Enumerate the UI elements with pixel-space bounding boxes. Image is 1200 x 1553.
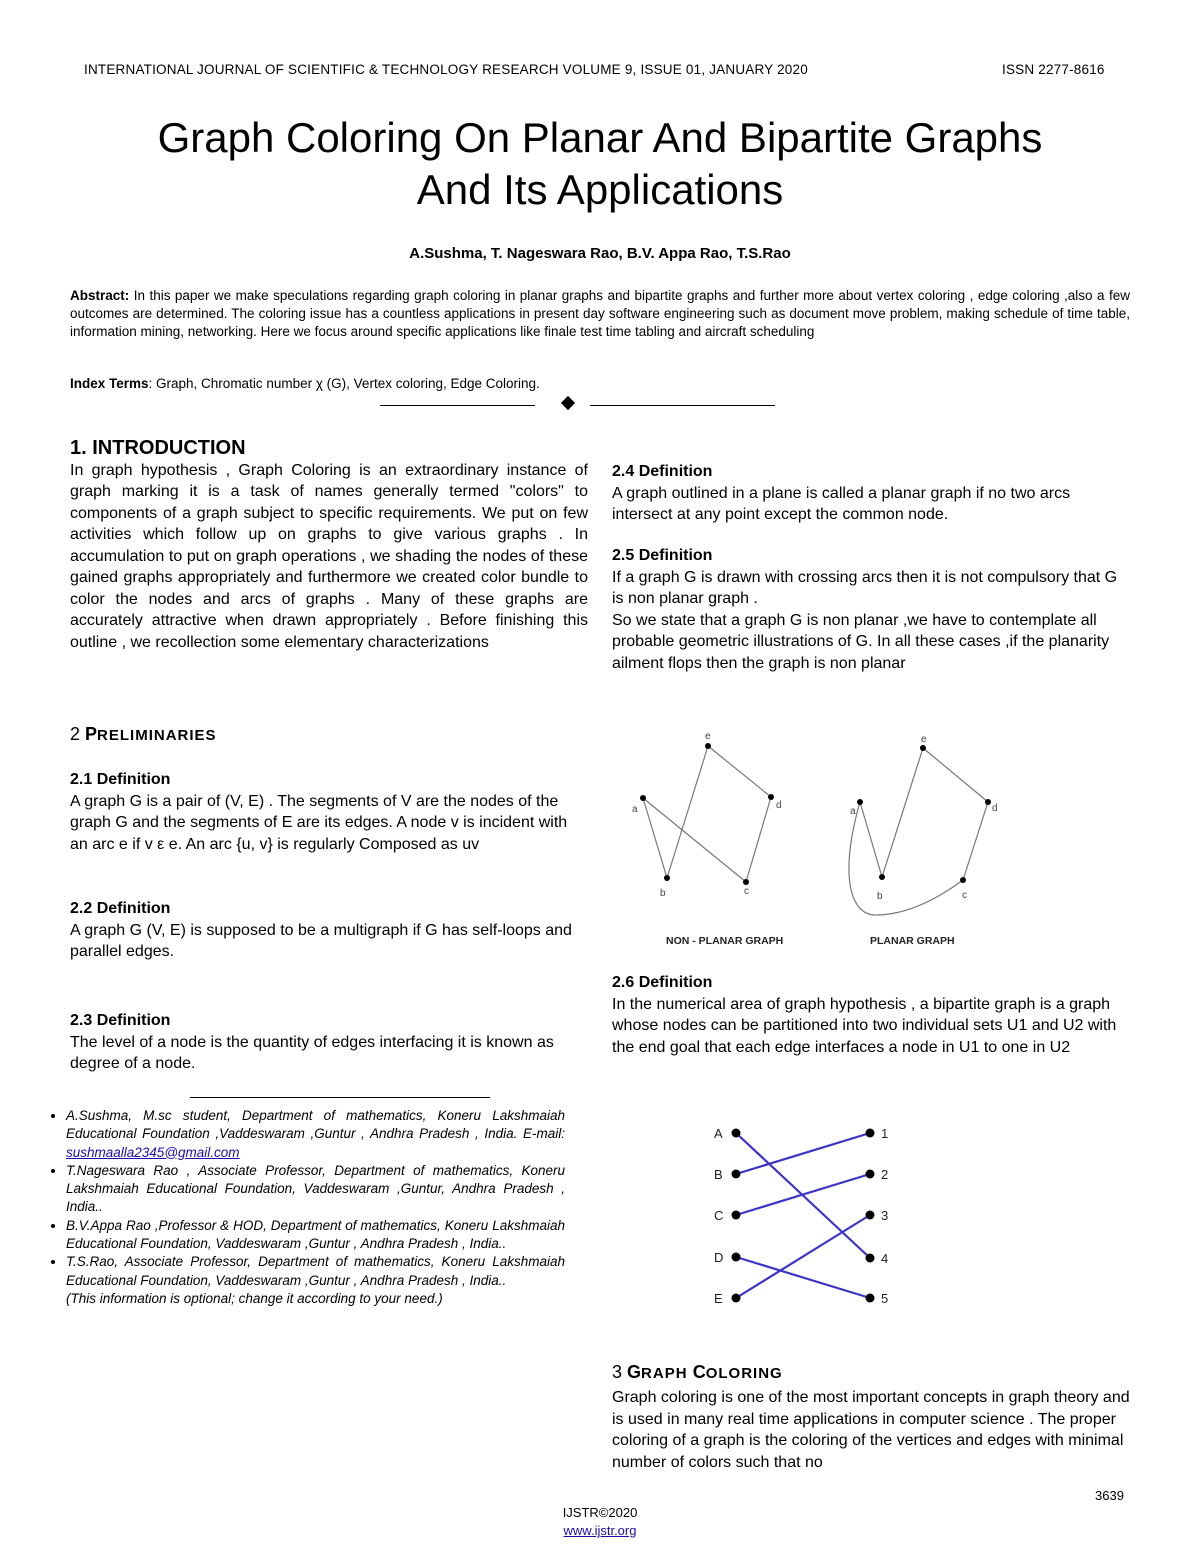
vertex-label-A: A xyxy=(714,1126,723,1141)
vertex-e xyxy=(705,743,711,749)
edge-a-c-curved xyxy=(849,802,963,915)
definition-2-5 xyxy=(612,545,1130,674)
preliminaries-heading: 2 PRELIMINARIES xyxy=(70,724,217,744)
vertex-B xyxy=(732,1170,741,1179)
footnote-item: • A.Sushma, M.sc student, Department of mathematics, Koneru Lakshmaiah Educational Foundation ,Vaddeswaram ,Guntur , Andhra Pradesh , India. E-mail: sushmaalla2345@gmail.com xyxy=(66,1107,565,1162)
vertex-3 xyxy=(866,1211,875,1220)
bipartite-graph-figure xyxy=(700,1118,910,1318)
definition-2-6 xyxy=(612,972,1130,1058)
def24-heading: 2.4 Definition xyxy=(612,463,713,480)
vertex-D xyxy=(732,1253,741,1262)
vertex-label-1: 1 xyxy=(881,1126,889,1141)
vertex-label-c: c xyxy=(962,890,967,901)
vertex-d xyxy=(768,794,774,800)
footnote-item: • T.S.Rao, Associate Professor, Department of mathematics, Koneru Lakshmaiah Educational Foundation, Vaddeswaram ,Guntur , Andhra Pradesh , India.. xyxy=(66,1253,565,1290)
diamond-icon xyxy=(561,396,575,410)
definition-2-1 xyxy=(70,769,588,855)
edge-d-c xyxy=(746,797,771,882)
edge-B-1 xyxy=(736,1133,870,1174)
vertex-b xyxy=(664,875,670,881)
footer-copyright: IJSTR©2020 xyxy=(562,1505,638,1520)
author-email-link[interactable]: sushmaalla2345@gmail.com xyxy=(66,1144,240,1160)
def26-heading: 2.6 Definition xyxy=(612,974,713,991)
def26-text: In the numerical area of graph hypothesis , a bipartite graph is a graph whose nodes can be partitioned into two individual sets U1 and U2 with the end goal that each edge interfaces a node in U1 to one in U2 xyxy=(612,995,1117,1056)
vertex-label-e: e xyxy=(921,734,927,745)
vertex-label-2: 2 xyxy=(881,1167,889,1182)
footnote-note: (This information is optional; change it according to your need.) xyxy=(66,1290,443,1306)
vertex-1 xyxy=(866,1129,875,1138)
vertex-5 xyxy=(866,1294,875,1303)
vertex-C xyxy=(732,1211,741,1220)
title-line-2: And Its Applications xyxy=(416,166,784,213)
vertex-A xyxy=(732,1129,741,1138)
vertex-label-a: a xyxy=(632,804,638,815)
edge-E-3 xyxy=(736,1215,870,1298)
edge-b-e xyxy=(667,746,708,878)
vertex-4 xyxy=(866,1254,875,1263)
abstract-text: In this paper we make speculations regarding graph coloring in planar graphs and bipartite graphs and further more about vertex coloring , edge coloring ,also a few outcomes are determined. The coloring issue has a countless applications in present day software engineering such as document move problem, making schedule of time table, information mining, networking. Here we focus around specific applications like finale test time tabling and aircraft scheduling xyxy=(70,288,1130,339)
index-terms-label: Index Terms xyxy=(70,376,149,391)
caption-non-planar: NON - PLANAR GRAPH xyxy=(666,935,784,947)
def23-heading: 2.3 Definition xyxy=(70,1012,171,1029)
graph-coloring-text: Graph coloring is one of the most important concepts in graph theory and is used in many real time applications in computer science . The proper coloring of a graph is the coloring of the vertices and edges with minimal number of colors such that no xyxy=(612,1389,1130,1471)
footer-url-container xyxy=(0,1523,1200,1538)
def21-text: A graph G is a pair of (V, E) . The segments of V are the nodes of the graph G and the segments of E are its edges. A node v is incident with an arc e if v ε e. An arc {u, v} is regularly Composed as uv xyxy=(70,792,568,853)
def22-heading: 2.2 Definition xyxy=(70,900,171,917)
footnote-separator xyxy=(190,1097,490,1098)
vertex-c xyxy=(743,879,749,885)
vertex-a xyxy=(640,795,646,801)
vertex-label-B: B xyxy=(714,1167,723,1182)
edge-a-b xyxy=(643,798,667,878)
vertex-label-C: C xyxy=(714,1208,724,1223)
vertex-2 xyxy=(866,1170,875,1179)
vertex-label-4: 4 xyxy=(881,1251,889,1266)
vertex-c xyxy=(960,877,966,883)
edge-d-c xyxy=(963,802,988,880)
introduction-section xyxy=(70,438,588,653)
vertex-label-d: d xyxy=(776,800,782,811)
vertex-label-E: E xyxy=(714,1291,723,1306)
vertex-b xyxy=(879,874,885,880)
index-terms xyxy=(70,376,540,391)
vertex-E xyxy=(732,1294,741,1303)
paper-title xyxy=(60,112,1140,216)
vertex-label-c: c xyxy=(744,886,749,897)
vertex-label-D: D xyxy=(714,1250,724,1265)
vertex-label-e: e xyxy=(705,731,711,742)
page-number: 3639 xyxy=(1095,1488,1124,1503)
def24-text: A graph outlined in a plane is called a planar graph if no two arcs intersect at any point except the common node. xyxy=(612,484,1071,523)
intro-heading: 1. INTRODUCTION xyxy=(70,437,246,459)
authors: A.Sushma, T. Nageswara Rao, B.V. Appa Rao, T.S.Rao xyxy=(409,245,791,262)
edge-e-d xyxy=(923,748,988,802)
index-terms-text: : Graph, Chromatic number χ (G), Vertex coloring, Edge Coloring. xyxy=(148,376,540,391)
vertex-e xyxy=(920,745,926,751)
footnote-item: • T.Nageswara Rao , Associate Professor, Department of mathematics, Koneru Lakshmaiah Educational Foundation, Vaddeswaram ,Guntur, Andhra Pradesh , India.. xyxy=(66,1162,565,1217)
definition-2-4 xyxy=(612,461,1130,526)
journal-header: INTERNATIONAL JOURNAL OF SCIENTIFIC & TECHNOLOGY RESEARCH VOLUME 9, ISSUE 01, JANUARY 2020 xyxy=(84,62,808,77)
title-line-1: Graph Coloring On Planar And Bipartite Graphs xyxy=(157,114,1043,161)
vertex-label-b: b xyxy=(660,888,666,899)
edge-C-2 xyxy=(736,1174,870,1215)
vertex-label-3: 3 xyxy=(881,1208,889,1223)
abstract-label: Abstract: xyxy=(70,288,130,303)
author-footnotes xyxy=(30,1107,565,1308)
vertex-label-a: a xyxy=(850,806,856,817)
def22-text: A graph G (V, E) is supposed to be a multigraph if G has self-loops and parallel edges. xyxy=(70,921,572,960)
edge-e-d xyxy=(708,746,771,797)
def25-heading: 2.5 Definition xyxy=(612,547,713,564)
def25-text-2: So we state that a graph G is non planar ,we have to contemplate all probable geometric illustrations of G. In all these cases ,if the planarity ailment flops then the graph is non planar xyxy=(612,611,1110,672)
vertex-label-d: d xyxy=(992,803,998,814)
issn: ISSN 2277-8616 xyxy=(1002,62,1105,77)
vertex-label-b: b xyxy=(877,891,883,902)
footnote-item: • B.V.Appa Rao ,Professor & HOD, Department of mathematics, Koneru Lakshmaiah Educational Foundation, Vaddeswaram ,Guntur , Andhra Pradesh , India.. xyxy=(66,1217,565,1254)
vertex-a xyxy=(857,799,863,805)
edge-D-5 xyxy=(736,1257,870,1298)
edge-a-b xyxy=(860,802,882,877)
definition-2-2 xyxy=(70,898,588,963)
def25-text-1: If a graph G is drawn with crossing arcs then it is not compulsory that G is non planar graph . xyxy=(612,568,1118,607)
definition-2-3 xyxy=(70,1010,588,1075)
vertex-label-5: 5 xyxy=(881,1291,889,1306)
def23-text: The level of a node is the quantity of edges interfacing it is known as degree of a node. xyxy=(70,1033,554,1072)
planar-graph-figure xyxy=(610,722,1030,954)
vertex-d xyxy=(985,799,991,805)
abstract xyxy=(70,287,1130,341)
edge-a-c xyxy=(643,798,746,882)
footer-url-link[interactable]: www.ijstr.org xyxy=(563,1523,637,1538)
caption-planar: PLANAR GRAPH xyxy=(870,935,955,947)
graph-coloring-heading: 3 GRAPH COLORING xyxy=(612,1362,783,1382)
intro-text: In graph hypothesis , Graph Coloring is an extraordinary instance of graph marking it is a task of names generally termed "colors" to components of a graph subject to specific requirements. We put on few activities which follow up on graphs to give various graphs . In accumulation to put on graph operations , we shading the nodes of these gained graphs appropriately and furthermore we created color bundle to color the nodes and arcs of graphs . Many of these graphs are accurately attractive when drawn appropriately . Before finishing this outline , we recollection some elementary characterizations xyxy=(70,461,588,651)
section-separator xyxy=(380,396,780,416)
def21-heading: 2.1 Definition xyxy=(70,771,171,788)
edge-b-e xyxy=(882,748,923,877)
